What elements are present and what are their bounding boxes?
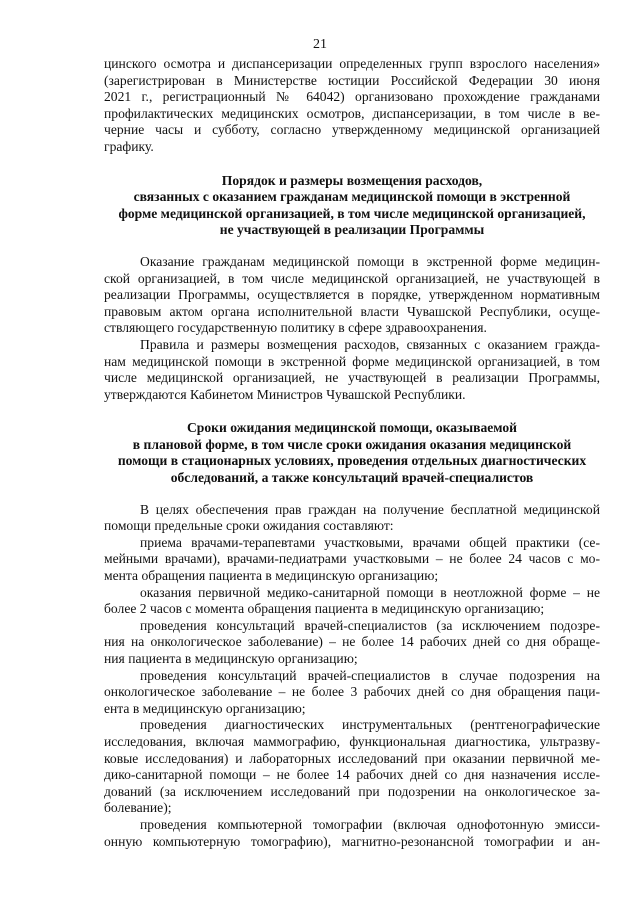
heading-line: в плановой форме, в том числе сроки ожидания оказания медицинской [132, 436, 572, 452]
text-line: исследования, включая маммографию, функциональная диагностика, ультразву- [104, 733, 600, 749]
text-line: ния пациента в медицинскую организацию; [104, 651, 358, 666]
page-number: 21 [313, 37, 327, 52]
text-line: онную компьютерную томографию), магнитно-резонансной томографии и ан- [104, 833, 600, 849]
heading-line: форме медицинской организацией, в том числе медицинской организацией, [118, 205, 586, 221]
heading-line: не участвующей в реализации Программы [219, 222, 485, 238]
text-line: правовым актом органа исполнительной власти Чувашской Республики, осуще- [104, 303, 600, 319]
section-heading-compensation [104, 173, 600, 239]
intro-paragraph [104, 56, 600, 156]
emergency-care-paragraph [104, 254, 600, 337]
list-item [104, 668, 600, 718]
text-line: онкологическое заболевание – не более 3 рабочих дней со дня обращения паци- [104, 684, 600, 700]
reimbursement-rules-paragraph [104, 337, 600, 403]
text-line: приема врачами-терапевтами участковыми, врачами общей практики (се- [140, 534, 600, 550]
heading-line: обследований, а также консультаций врачей-специалистов [170, 470, 534, 486]
text-line: реализации Программы, осуществляется в порядке, утвержденном нормативным [104, 287, 600, 303]
text-line: Оказание гражданам медицинской помощи в экстренной форме медицин- [140, 253, 600, 269]
list-item [104, 618, 600, 668]
text-line: 2021 г., регистрационный № 64042) организовано прохождение гражданами [104, 89, 600, 105]
text-line: утверждаются Кабинетом Министров Чувашской Республики. [104, 386, 466, 402]
list-item [104, 817, 600, 850]
heading-line: связанных с оказанием гражданам медицинской помощи в экстренной [133, 189, 571, 205]
text-line: Правила и размеры возмещения расходов, связанных с оказанием гражда- [140, 336, 600, 352]
text-line: болевание); [104, 800, 172, 816]
text-line: помощи предельные сроки ожидания составляют: [104, 518, 394, 534]
heading-line: помощи в стационарных условиях, проведения отдельных диагностических [117, 453, 587, 469]
text-line: проведения консультаций врачей-специалистов в случае подозрения на [140, 667, 600, 683]
text-line: мента обращения пациента в медицинскую организацию; [104, 568, 439, 584]
text-line: дико-санитарной помощи – не более 14 рабочих дней со дня назначения иссле- [104, 767, 600, 783]
text-line: цинского осмотра и диспансеризации определенных групп взрослого населения» [104, 56, 600, 71]
text-line: проведения диагностических инструментальных (рентгенографические [140, 717, 600, 733]
waiting-times-intro-paragraph [104, 502, 600, 535]
list-item [104, 535, 600, 585]
text-line: оказания первичной медико-санитарной помощи в неотложной форме – не [140, 584, 600, 600]
text-line: (зарегистрирован в Министерстве юстиции Российской Федерации 30 июня [104, 72, 600, 88]
text-line: В целях обеспечения прав граждан на получение бесплатной медицинской [140, 501, 600, 517]
text-line: профилактических медицинских осмотров, диспансеризации, в том числе в ве- [104, 105, 600, 121]
list-item [104, 717, 600, 817]
text-line: дований (за исключением исследований при подозрении на онкологическое за- [104, 783, 600, 799]
heading-line: Порядок и размеры возмещения расходов, [221, 172, 483, 188]
text-line: проведения компьютерной томографии (включая однофотонную эмисси- [140, 816, 600, 832]
text-line: мейными врачами), врачами-педиатрами участковыми – не более 24 часов с мо- [104, 551, 600, 567]
list-item [104, 585, 600, 618]
section-heading-waiting-times [104, 420, 600, 486]
text-line: ния на онкологическое заболевание) – не более 14 рабочих дней со дня обраще- [104, 634, 600, 650]
text-line: проведения консультаций врачей-специалистов (за исключением подозре- [140, 617, 600, 633]
text-line: ской организацией, в том числе медицинской организацией, не участвующей в [104, 270, 600, 286]
text-line: ковые исследования) и лабораторных исследований при оказании первичной ме- [104, 750, 600, 766]
text-line: более 2 часов с момента обращения пациента в медицинскую организацию; [104, 601, 545, 617]
text-line: графику. [104, 138, 154, 154]
heading-line: Сроки ожидания медицинской помощи, оказываемой [186, 420, 518, 436]
text-line: ствляющего государственную политику в сфере здравоохранения. [104, 320, 487, 336]
text-line: нам медицинской помощи в экстренной форме медицинской организацией, в том [104, 353, 600, 369]
text-line: ента в медицинскую организацию; [104, 700, 306, 716]
text-line: черние часы и субботу, согласно утвержденному медицинской организацией [104, 122, 600, 138]
page-content [104, 56, 600, 850]
text-line: числе медицинской организацией, не участвующей в реализации Программы, [104, 370, 600, 386]
